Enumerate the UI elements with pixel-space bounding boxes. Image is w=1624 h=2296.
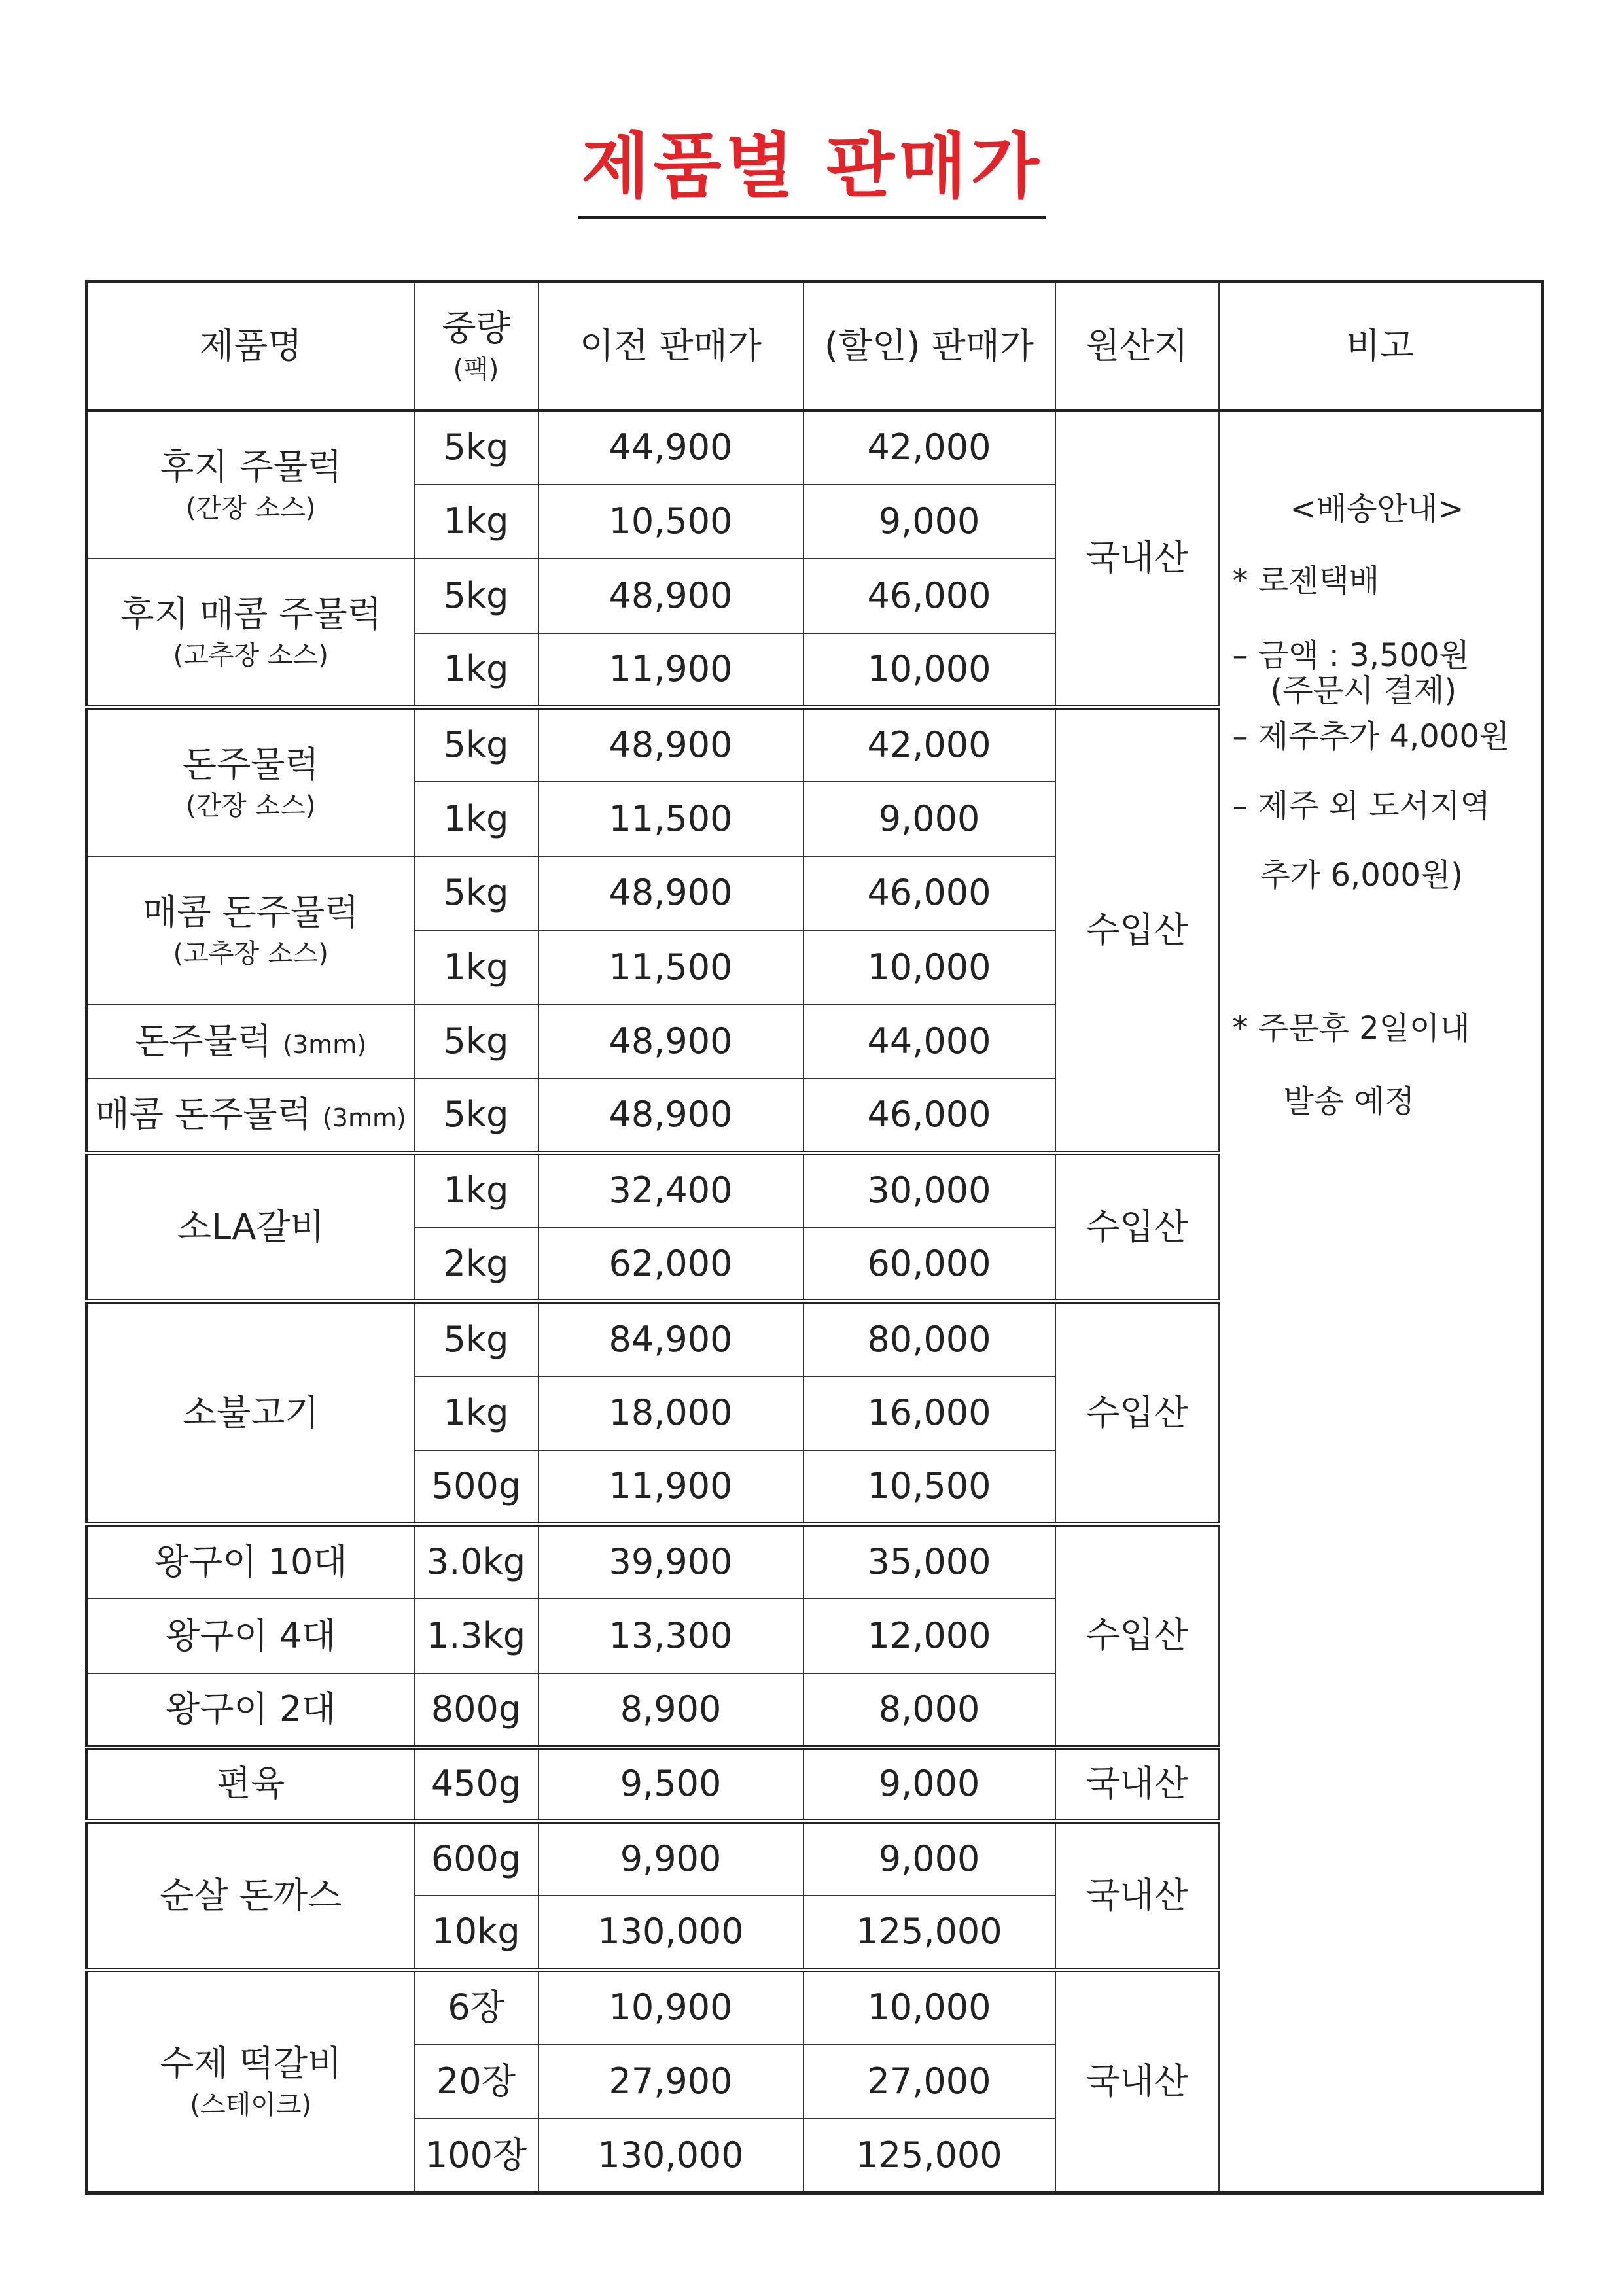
product-name: 왕구이 10대 — [154, 1541, 347, 1583]
page-title-text: 제품별 판매가 — [578, 124, 1046, 219]
weight-cell: 5kg — [414, 559, 538, 633]
delivery-note: – 제주추가 4,000원 — [1232, 718, 1510, 755]
sale-price-cell: 42,000 — [803, 707, 1055, 782]
header-row — [87, 282, 1543, 411]
prev-price-cell: 84,900 — [538, 1302, 803, 1376]
origin-cell: 수입산 — [1055, 1302, 1219, 1525]
delivery-note: (주문시 결제) — [1270, 672, 1457, 709]
delivery-note: * 주문후 2일이내 — [1232, 1009, 1470, 1047]
prev-price-cell: 62,000 — [538, 1228, 803, 1302]
product-name: 소LA갈비 — [177, 1206, 325, 1247]
weight-cell: 1.3kg — [414, 1599, 538, 1673]
origin-cell: 국내산 — [1055, 1821, 1219, 1970]
weight-cell: 6장 — [414, 1970, 538, 2045]
header-weight-label: 중량 — [442, 307, 510, 349]
sale-price-cell: 46,000 — [803, 1079, 1055, 1153]
origin-cell: 국내산 — [1055, 411, 1219, 708]
prev-price-cell: 48,900 — [538, 707, 803, 782]
weight-cell: 10kg — [414, 1896, 538, 1970]
sale-price-cell: 9,000 — [803, 1747, 1055, 1821]
header-remarks: 비고 — [1219, 282, 1543, 411]
prev-price-cell: 13,300 — [538, 1599, 803, 1673]
product-sauce: (고추장 소스) — [173, 640, 328, 670]
sale-price-cell: 46,000 — [803, 856, 1055, 931]
prev-price-cell: 130,000 — [538, 2119, 803, 2193]
sale-price-cell: 125,000 — [803, 1896, 1055, 1970]
header-weight — [414, 282, 538, 411]
sale-price-cell: 27,000 — [803, 2045, 1055, 2119]
prev-price-cell: 9,500 — [538, 1747, 803, 1821]
weight-cell: 5kg — [414, 856, 538, 931]
product-sauce: (고추장 소스) — [173, 938, 328, 969]
sale-price-cell: 9,000 — [803, 1821, 1055, 1896]
delivery-note: * 로젠택배 — [1232, 562, 1380, 599]
product-name: 후지 매콤 주물럭 — [120, 593, 381, 635]
product-name: 소불고기 — [182, 1391, 319, 1433]
product-name: 매콤 돈주물럭 — [95, 1094, 311, 1136]
weight-cell: 5kg — [414, 707, 538, 782]
sale-price-cell: 9,000 — [803, 782, 1055, 856]
prev-price-cell: 130,000 — [538, 1896, 803, 1970]
prev-price-cell: 11,500 — [538, 931, 803, 1005]
prev-price-cell: 27,900 — [538, 2045, 803, 2119]
sale-price-cell: 10,500 — [803, 1450, 1055, 1524]
sale-price-cell: 30,000 — [803, 1153, 1055, 1228]
product-name: 수제 떡갈비 — [160, 2043, 342, 2085]
product-name-cell — [87, 559, 414, 707]
prev-price-cell: 48,900 — [538, 559, 803, 633]
product-name-cell — [87, 707, 414, 856]
weight-cell: 600g — [414, 1821, 538, 1896]
weight-cell: 1kg — [414, 1153, 538, 1228]
prev-price-cell: 9,900 — [538, 1821, 803, 1896]
weight-cell: 1kg — [414, 1376, 538, 1450]
product-name-cell — [87, 1747, 414, 1821]
origin-cell: 국내산 — [1055, 1970, 1219, 2193]
table-row — [87, 411, 1543, 485]
sale-price-cell: 12,000 — [803, 1599, 1055, 1673]
sale-price-cell: 35,000 — [803, 1524, 1055, 1599]
prev-price-cell: 18,000 — [538, 1376, 803, 1450]
product-sauce: (스테이크) — [190, 2089, 312, 2120]
product-name: 후지 주물럭 — [160, 445, 342, 487]
product-name-cell — [87, 1079, 414, 1153]
product-name-cell — [87, 1524, 414, 1599]
weight-cell: 1kg — [414, 485, 538, 559]
weight-cell: 5kg — [414, 1005, 538, 1079]
prev-price-cell: 8,900 — [538, 1673, 803, 1747]
sale-price-cell: 9,000 — [803, 485, 1055, 559]
product-name: 돈주물럭 — [182, 743, 319, 785]
header-sale-price: (할인) 판매가 — [803, 282, 1055, 411]
delivery-guide-heading: <배송안내> — [1290, 490, 1464, 527]
product-name: 왕구이 4대 — [166, 1614, 336, 1656]
product-name-cell — [87, 1970, 414, 2193]
prev-price-cell: 48,900 — [538, 1005, 803, 1079]
product-name-cell — [87, 411, 414, 559]
weight-cell: 2kg — [414, 1228, 538, 1302]
product-name: 돈주물럭 — [135, 1020, 272, 1062]
delivery-note: – 제주 외 도서지역 — [1232, 787, 1491, 824]
product-sauce: (간장 소스) — [186, 790, 316, 821]
prev-price-cell: 32,400 — [538, 1153, 803, 1228]
sale-price-cell: 125,000 — [803, 2119, 1055, 2193]
prev-price-cell: 44,900 — [538, 411, 803, 485]
delivery-note: 추가 6,000원) — [1260, 856, 1464, 894]
weight-cell: 1kg — [414, 633, 538, 707]
weight-cell: 800g — [414, 1673, 538, 1747]
weight-cell: 1kg — [414, 782, 538, 856]
weight-cell: 5kg — [414, 1079, 538, 1153]
prev-price-cell: 11,900 — [538, 633, 803, 707]
prev-price-cell: 48,900 — [538, 1079, 803, 1153]
product-name-cell — [87, 856, 414, 1005]
page-title — [0, 124, 1624, 222]
prev-price-cell: 48,900 — [538, 856, 803, 931]
origin-cell: 국내산 — [1055, 1747, 1219, 1821]
weight-cell: 5kg — [414, 411, 538, 485]
header-prev-price: 이전 판매가 — [538, 282, 803, 411]
weight-cell: 5kg — [414, 1302, 538, 1376]
delivery-note: – 금액 : 3,500원 — [1232, 636, 1470, 674]
prev-price-cell: 39,900 — [538, 1524, 803, 1599]
prev-price-cell: 11,500 — [538, 782, 803, 856]
product-name-cell — [87, 1005, 414, 1079]
product-spec: (3mm) — [283, 1030, 367, 1060]
sale-price-cell: 8,000 — [803, 1673, 1055, 1747]
product-name-cell — [87, 1302, 414, 1525]
sale-price-cell: 60,000 — [803, 1228, 1055, 1302]
weight-cell: 3.0kg — [414, 1524, 538, 1599]
price-table-body — [87, 411, 1543, 2193]
weight-cell: 20장 — [414, 2045, 538, 2119]
header-weight-unit: (팩) — [453, 354, 499, 385]
origin-cell: 수입산 — [1055, 1153, 1219, 1302]
product-name: 편육 — [217, 1763, 285, 1805]
prev-price-cell: 10,500 — [538, 485, 803, 559]
sale-price-cell: 42,000 — [803, 411, 1055, 485]
product-spec: (3mm) — [322, 1104, 406, 1133]
sale-price-cell: 46,000 — [803, 559, 1055, 633]
remarks-cell — [1219, 411, 1543, 2193]
sale-price-cell: 80,000 — [803, 1302, 1055, 1376]
product-name: 왕구이 2대 — [166, 1688, 336, 1730]
weight-cell: 1kg — [414, 931, 538, 1005]
price-table — [85, 280, 1544, 2195]
sale-price-cell: 10,000 — [803, 931, 1055, 1005]
weight-cell: 100장 — [414, 2119, 538, 2193]
delivery-note: 발송 예정 — [1283, 1083, 1415, 1120]
weight-cell: 450g — [414, 1747, 538, 1821]
weight-cell: 500g — [414, 1450, 538, 1524]
product-name: 순살 돈까스 — [160, 1874, 342, 1916]
sale-price-cell: 16,000 — [803, 1376, 1055, 1450]
origin-cell: 수입산 — [1055, 1524, 1219, 1747]
product-name-cell — [87, 1821, 414, 1970]
product-sauce: (간장 소스) — [186, 493, 316, 523]
sale-price-cell: 44,000 — [803, 1005, 1055, 1079]
product-name-cell — [87, 1153, 414, 1302]
sale-price-cell: 10,000 — [803, 1970, 1055, 2045]
product-name-cell — [87, 1673, 414, 1747]
prev-price-cell: 10,900 — [538, 1970, 803, 2045]
prev-price-cell: 11,900 — [538, 1450, 803, 1524]
product-name: 매콤 돈주물럭 — [143, 891, 359, 933]
header-origin: 원산지 — [1055, 282, 1219, 411]
sale-price-cell: 10,000 — [803, 633, 1055, 707]
origin-cell: 수입산 — [1055, 707, 1219, 1153]
product-name-cell — [87, 1599, 414, 1673]
header-name: 제품명 — [87, 282, 414, 411]
